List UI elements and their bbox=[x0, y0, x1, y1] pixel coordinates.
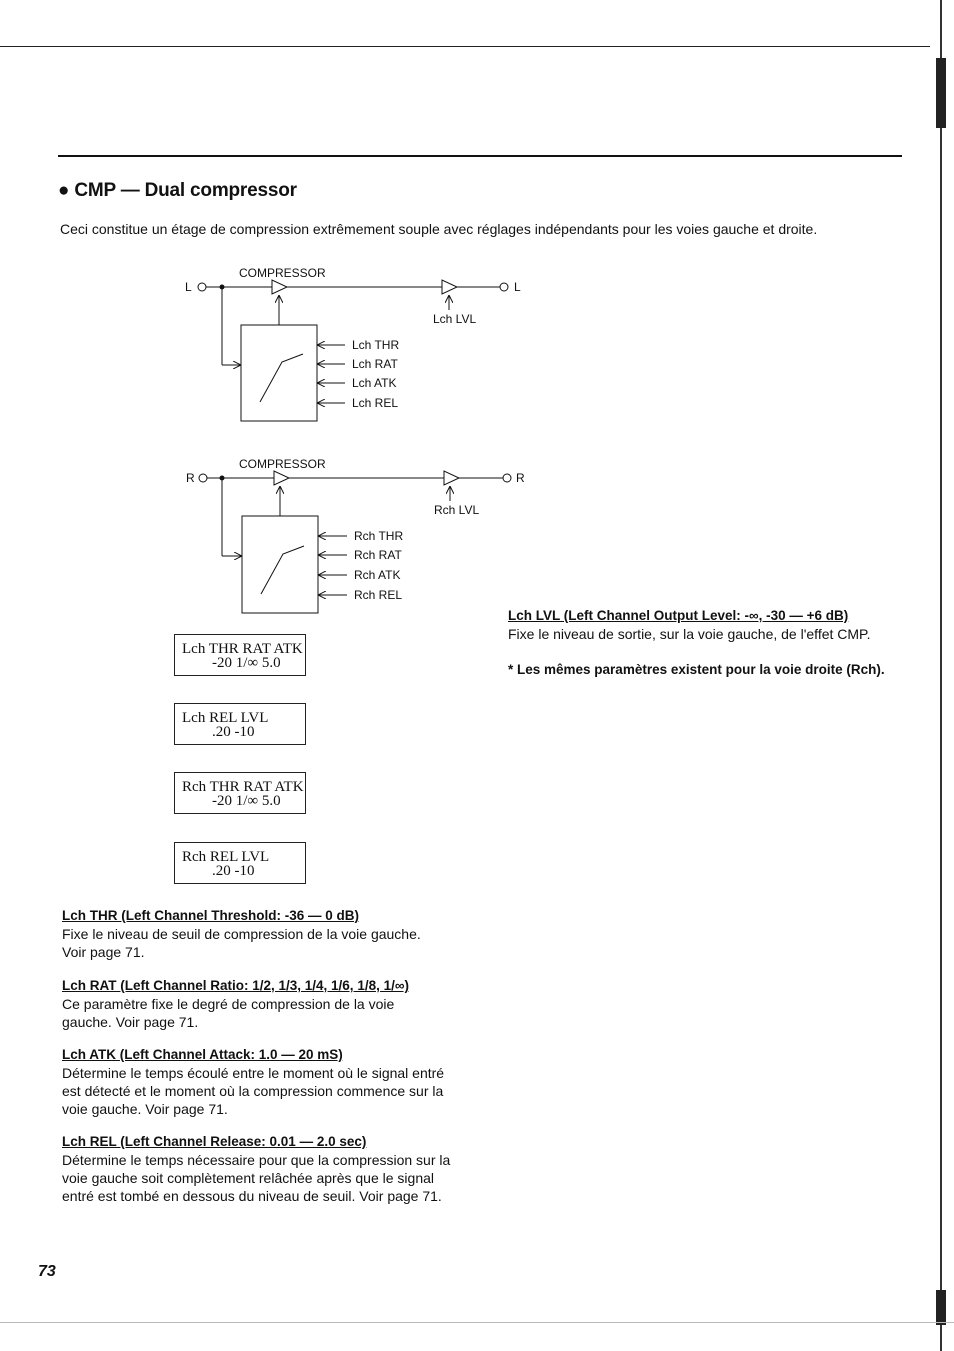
lcd-screen bbox=[174, 842, 306, 884]
lcd-line-2: -20 1/∞ 5.0 bbox=[212, 655, 281, 671]
block-diagram bbox=[0, 0, 954, 620]
param-heading: Lch RAT (Left Channel Ratio: 1/2, 1/3, 1/4, 1/6, 1/8, 1/∞) bbox=[62, 978, 409, 993]
page-edge-mark bbox=[936, 1290, 946, 1325]
page-number: 73 bbox=[38, 1263, 56, 1280]
lcd-line-2: -20 1/∞ 5.0 bbox=[212, 793, 281, 809]
output-jack-icon bbox=[503, 474, 511, 482]
lcd-line-2: .20 -10 bbox=[212, 863, 255, 879]
param-thr bbox=[62, 908, 462, 961]
bottom-rule bbox=[0, 1322, 954, 1323]
param-label: Rch RAT bbox=[354, 548, 402, 562]
intro-text: Ceci constitue un étage de compression extrêmement souple avec réglages indépendants pour les voies gauche et droite. bbox=[60, 221, 818, 237]
param-rat bbox=[62, 978, 462, 1031]
bullet-icon: ● bbox=[58, 180, 70, 201]
param-label: Lch RAT bbox=[352, 357, 398, 371]
param-label: Lch ATK bbox=[352, 376, 397, 390]
param-heading: Lch ATK (Left Channel Attack: 1.0 — 20 mS) bbox=[62, 1047, 343, 1062]
level-triangle-icon bbox=[444, 471, 459, 485]
lcd-line-1: Rch REL LVL bbox=[182, 849, 270, 865]
level-label: Lch LVL bbox=[433, 312, 477, 326]
compressor-box bbox=[241, 325, 317, 421]
param-label: Lch THR bbox=[352, 338, 400, 352]
output-label: R bbox=[516, 471, 525, 485]
input-jack-icon bbox=[199, 474, 207, 482]
param-heading: Lch REL (Left Channel Release: 0.01 — 2.0 sec) bbox=[62, 1134, 367, 1149]
param-lvl bbox=[508, 608, 898, 643]
note-text: * Les mêmes paramètres existent pour la voie droite (Rch). bbox=[508, 662, 885, 677]
compressor-label: COMPRESSOR bbox=[239, 457, 326, 471]
param-rel bbox=[62, 1134, 462, 1205]
input-jack-icon bbox=[198, 283, 206, 291]
lcd-screen bbox=[174, 772, 306, 814]
lcd-line-1: Lch THR RAT ATK bbox=[182, 641, 303, 657]
param-label: Rch THR bbox=[354, 529, 404, 543]
param-label: Rch ATK bbox=[354, 568, 401, 582]
compressor-label: COMPRESSOR bbox=[239, 266, 326, 280]
lcd-line-1: Lch REL LVL bbox=[182, 710, 269, 726]
param-text: Fixe le niveau de sortie, sur la voie gauche, de l'effet CMP. bbox=[508, 626, 871, 642]
input-label: R bbox=[186, 471, 195, 485]
param-text: Fixe le niveau de seuil de compression de la voie gauche. Voir page 71. bbox=[62, 926, 421, 960]
level-triangle-icon bbox=[442, 280, 457, 294]
param-heading: Lch LVL (Left Channel Output Level: -∞, -30 — +6 dB) bbox=[508, 608, 849, 623]
param-text: Détermine le temps nécessaire pour que la compression sur la voie gauche soit complètement relâchée après que le signal entré est tombé en dessous du niveau de seuil. Voir page 71. bbox=[62, 1152, 451, 1204]
vca-triangle-icon bbox=[274, 471, 289, 485]
input-label: L bbox=[185, 280, 192, 294]
param-text: Détermine le temps écoulé entre le moment où le signal entré est détecté et le moment où la compression commence sur la voie gauche. Voir page 71. bbox=[62, 1065, 445, 1117]
lcd-line-1: Rch THR RAT ATK bbox=[182, 779, 304, 795]
param-label: Lch REL bbox=[352, 396, 399, 410]
output-jack-icon bbox=[500, 283, 508, 291]
lcd-line-2: .20 -10 bbox=[212, 724, 255, 740]
lcd-screen bbox=[174, 703, 306, 745]
param-label: Rch REL bbox=[354, 588, 403, 602]
compressor-box bbox=[242, 516, 318, 613]
param-text: Ce paramètre fixe le degré de compression de la voie gauche. Voir page 71. bbox=[62, 996, 395, 1030]
output-label: L bbox=[514, 280, 521, 294]
param-atk bbox=[62, 1047, 462, 1118]
section-title-text: CMP — Dual compressor bbox=[74, 180, 297, 201]
level-label: Rch LVL bbox=[434, 503, 480, 517]
lcd-screen bbox=[174, 634, 306, 676]
left-channel-diagram bbox=[185, 266, 521, 421]
param-heading: Lch THR (Left Channel Threshold: -36 — 0 dB) bbox=[62, 908, 360, 923]
vca-triangle-icon bbox=[272, 280, 287, 294]
right-channel-diagram bbox=[186, 457, 525, 613]
